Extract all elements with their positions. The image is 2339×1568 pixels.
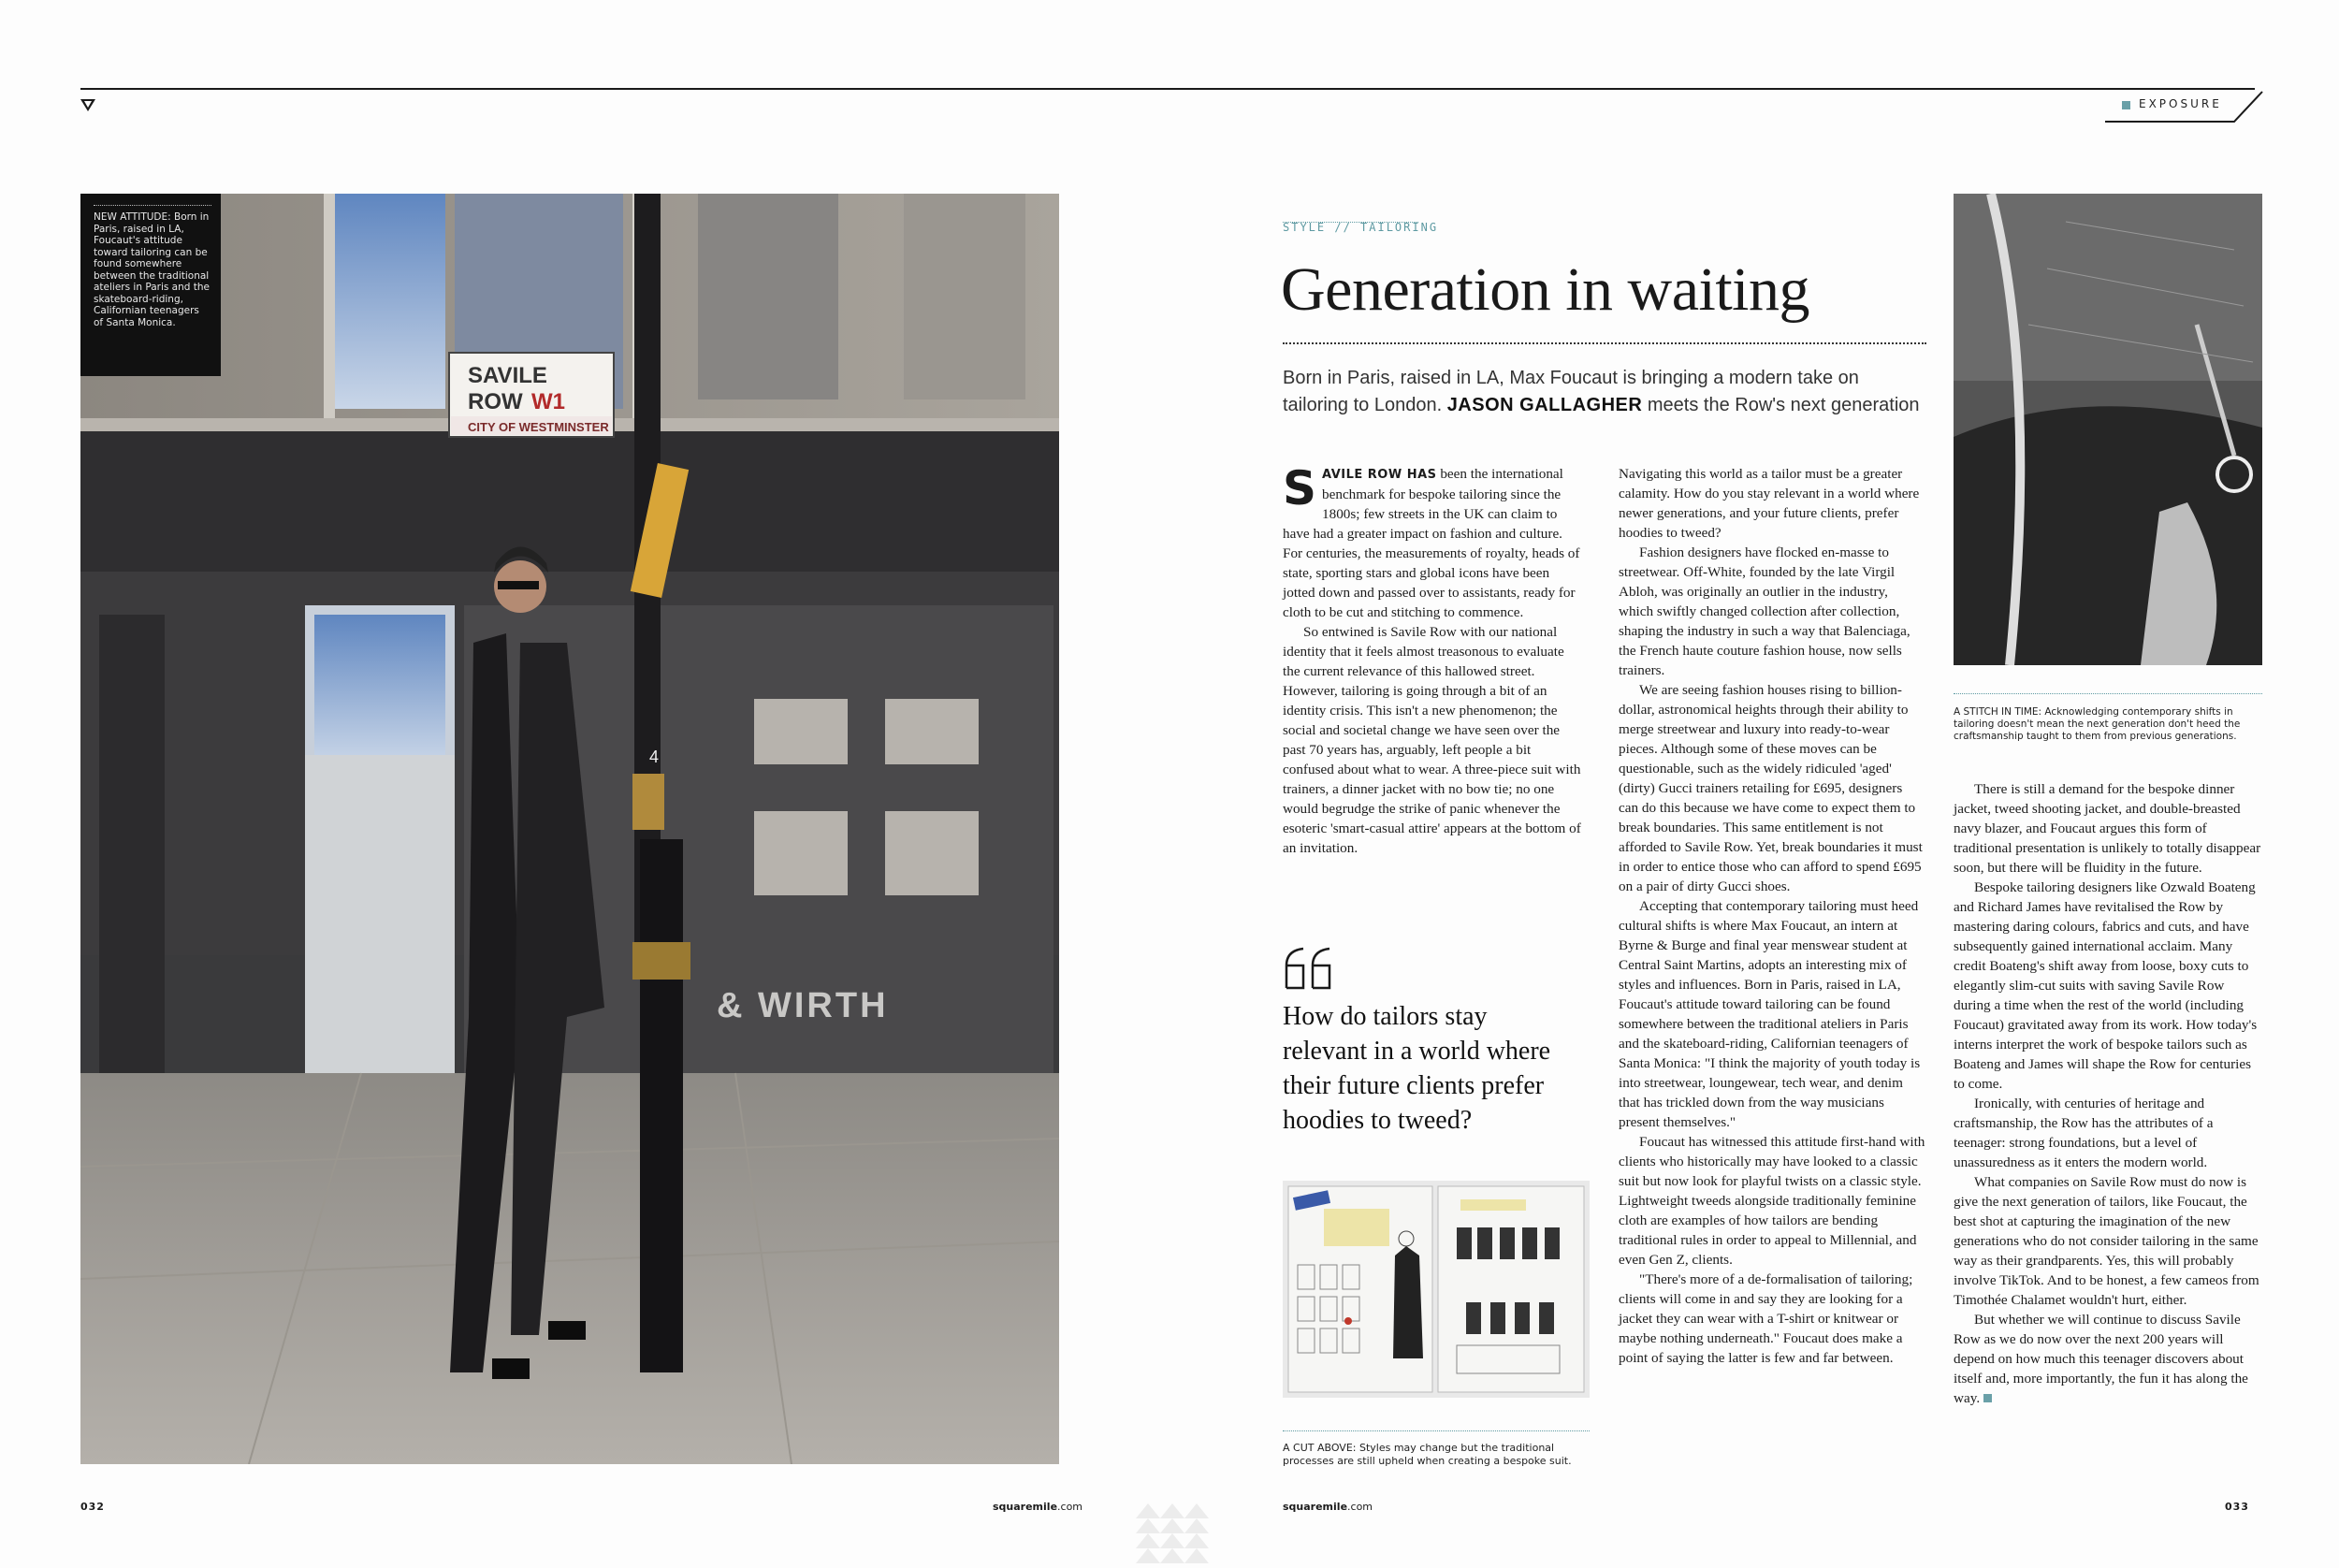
section-label: EXPOSURE xyxy=(2139,97,2222,110)
section-tag xyxy=(2105,90,2264,123)
tailoring-photo xyxy=(1954,194,2262,665)
pull-quote: How do tailors stay relevant in a world where their future clients prefer hoodies to tweed? xyxy=(1283,1002,1551,1135)
bw-photo-caption: A STITCH IN TIME: Acknowledging contemporary shifts in tailoring doesn't mean the next generation don't heed the craftsmanship taught to them from previous generations. xyxy=(1954,706,2241,742)
site-credit-right xyxy=(1283,1501,1373,1513)
standfirst-text: Born in Paris, raised in LA, Max Foucaut is bringing a modern take on tailoring to London. xyxy=(1283,368,1859,415)
sign-line-2: ROW xyxy=(468,389,523,414)
paragraph: What companies on Savile Row must do now is give the next generation of tailors, like Foucaut, the best shot at capturing the imagination of the new generations who do not consider tailoring in the same way as their grandparents. Yes, this will probably involve TikTok. And to be honest, a few cameos from Timothée Chalamet wouldn't hurt, either. xyxy=(1954,1174,2259,1308)
quote-mark-icon xyxy=(1283,947,1335,995)
header-rule xyxy=(80,88,2255,90)
site-domain: .com xyxy=(1347,1501,1373,1513)
site-name: squaremile xyxy=(1283,1501,1348,1513)
paragraph: There is still a demand for the bespoke dinner jacket, tweed shooting jacket, and double-breasted navy blazer, and Foucaut argues this form of traditional presentation is unlikely to totally disappear soon, but there will be fluidity in the future. xyxy=(1954,781,2261,876)
page-number-left: 032 xyxy=(80,1501,105,1513)
article-column-2 xyxy=(1619,464,1925,1368)
site-credit-left xyxy=(993,1501,1082,1513)
drop-cap: S xyxy=(1283,461,1317,515)
paragraph: So entwined is Savile Row with our national identity that it feels almost treasonous to evaluate the current relevance of this hallowed street. However, tailoring is going through a bit of an identity crisis. This isn't a new phenomenon; the social and societal change we have seen over the past 70 years has, arguably, left people a bit confused about what to wear. A three-piece suit with trainers, a dinner jacket with no bow tie; no one would begrudge the strike of panic whenever the esoteric 'smart-casual attire' appears at the bottom of an invitation. xyxy=(1283,624,1581,856)
triangle-marker-icon xyxy=(80,99,95,111)
standfirst xyxy=(1283,365,1926,419)
paragraph-text: been the international benchmark for bespoke tailoring since the 1800s; few streets in the UK can claim to have had a greater impact on fashion and culture. For centuries, the measurements of royalty, heads of state, sporting stars and global icons have been jotted down and passed over to assistants, ready for cloth to be cut and stitching to commence. xyxy=(1283,466,1580,620)
sign-line-1: SAVILE xyxy=(468,363,547,388)
article-column-3 xyxy=(1954,779,2262,1408)
paragraph: Navigating this world as a tailor must be a greater calamity. How do you stay relevant in a world where newer generations, and your future clients, prefer hoodies to tweed? xyxy=(1619,466,1920,541)
facade-lettering: & WIRTH xyxy=(717,986,889,1025)
paragraph: Fashion designers have flocked en-masse to streetwear. Off-White, founded by the late Virgil Abloh, was originally an outlier in the industry, which swiftly changed collection after collection, shaping the industry in such a way that Balenciaga, the French haute couture fashion house, now sells trainers. xyxy=(1619,544,1910,678)
paragraph xyxy=(1954,1310,2262,1408)
sign-w1: W1 xyxy=(531,389,565,414)
site-domain: .com xyxy=(1057,1501,1083,1513)
paragraph-text: But whether we will continue to discuss Savile Row as we do now over the next 200 years will depend on how much this teenager discovers about itself and, more importantly, the fun it has along the way. xyxy=(1954,1312,2248,1406)
kicker: STYLE // TAILORING xyxy=(1283,221,1439,234)
author-name: JASON GALLAGHER xyxy=(1446,395,1643,415)
article-column-1 xyxy=(1283,461,1584,858)
street-photo xyxy=(80,194,1059,1464)
accent-square-icon xyxy=(2122,101,2130,109)
caption-divider xyxy=(1954,693,2262,694)
caption-divider xyxy=(1283,1430,1590,1431)
photo-caption-box xyxy=(80,194,221,376)
standfirst-text-end: meets the Row's next generation xyxy=(1642,395,1920,415)
headline-rule xyxy=(1283,342,1926,344)
lead-in: AVILE ROW HAS xyxy=(1322,468,1437,482)
paragraph: Accepting that contemporary tailoring must heed cultural shifts is where Max Foucaut, an intern at Byrne & Burge and final year menswear student at Central Saint Martins, adopts an interesting mix of styles and influences. Born in Paris, raised in LA, Foucaut's attitude toward tailoring can be found somewhere between the traditional ateliers in Paris and the skateboard-riding, Californian teenagers of Santa Monica: "I think the majority of youth today is into streetwear, loungewear, tech wear, and denim that has trickled down from the way musicians present themselves." xyxy=(1619,898,1921,1130)
paragraph xyxy=(1283,461,1584,622)
end-mark-icon xyxy=(1983,1394,1992,1402)
gutter-pattern-icon xyxy=(1136,1503,1209,1563)
sign-line-3: CITY OF WESTMINSTER xyxy=(468,420,609,434)
paragraph: We are seeing fashion houses rising to billion-dollar, astronomical heights through their ability to merge streetwear and luxury into ready-to-wear pieces. Although some of these moves can be questionable, such as the widely ridiculed 'aged' (dirty) Gucci trainers retailing for £695, designers can do this because we have come to expect them to break boundaries. This same entitlement is not afforded to Savile Row. Yet, break boundaries it must in order to entice those who can afford to spend £695 on a pair of dirty Gucci shoes. xyxy=(1619,682,1923,894)
paragraph: Bespoke tailoring designers like Ozwald Boateng and Richard James have revitalised the Row by mastering daring colours, fabrics and cuts, and have subsequently gained international acclaim. Many credit Boateng's shift away from loose, boxy cuts to elegantly slim-cut suits with saving Savile Row during a time when the rest of the world (including Foucaut) gravitated away from its work. How today's interns interpret the work of bespoke tailors such as Boateng and James will shape the Row for centuries to come. xyxy=(1954,879,2258,1092)
photo-caption: NEW ATTITUDE: Born in Paris, raised in LA, Foucaut's attitude toward tailoring can be found somewhere between the traditional ateliers in Paris and the skateboard-riding, Californian teenagers of Santa Monica. xyxy=(94,211,211,328)
caption-divider xyxy=(94,205,211,206)
sketchbook-image xyxy=(1283,1181,1590,1398)
paragraph: Ironically, with centuries of heritage and craftsmanship, the Row has the attributes of a teenager: strong foundations, but a level of unassuredness as it enters the modern world. xyxy=(1954,1096,2214,1170)
sketch-caption: A CUT ABOVE: Styles may change but the traditional processes are still upheld when creating a bespoke suit. xyxy=(1283,1442,1572,1467)
site-name: squaremile xyxy=(993,1501,1058,1513)
paragraph: "There's more of a de-formalisation of tailoring; clients will come in and say they are looking for a jacket they can wear with a T-shirt or knitwear or maybe nothing underneath." Foucaut does make a point of saying the latter is few and far between. xyxy=(1619,1271,1913,1366)
paragraph: Foucaut has witnessed this attitude first-hand with clients who historically may have looked to a classic suit but now look for playful twists on a classic style. Lightweight tweeds alongside traditionally feminine cloth are examples of how tailors are bending traditional rules in order to appeal to Millennial, and even Gen Z, clients. xyxy=(1619,1134,1925,1268)
headline: Generation in waiting xyxy=(1281,255,1810,324)
page-number-right: 033 xyxy=(2225,1501,2249,1513)
post-number: 4 xyxy=(649,748,660,766)
